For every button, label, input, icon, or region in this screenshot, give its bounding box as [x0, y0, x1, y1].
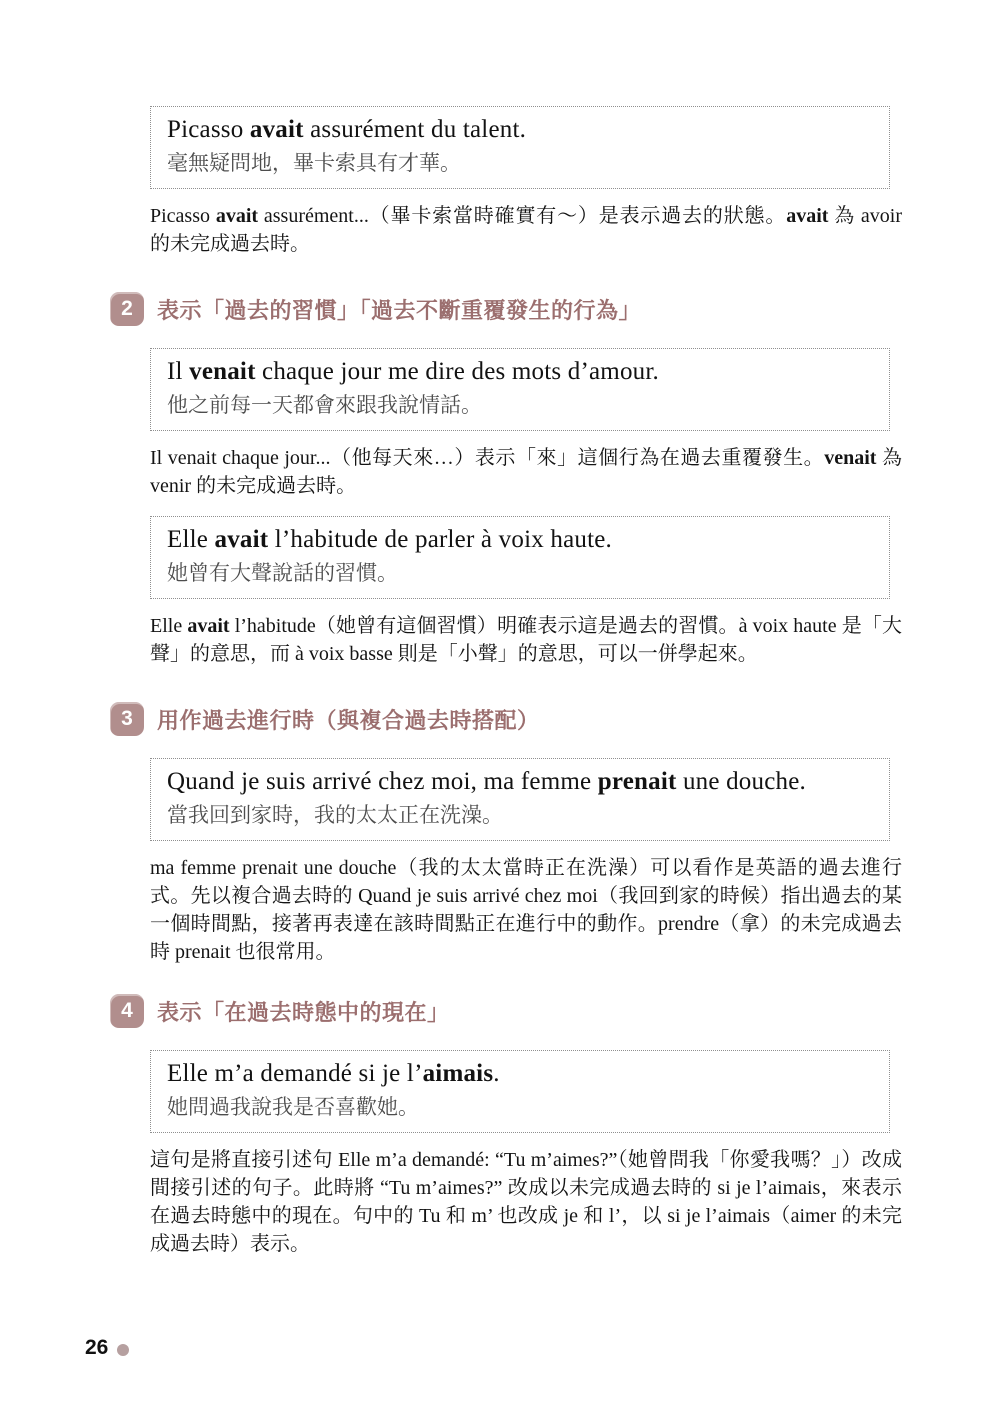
- french-sentence: Quand je suis arrivé chez moi, ma femme prenait une douche.: [167, 768, 806, 795]
- example-box: [150, 348, 890, 431]
- chinese-translation: 她曾有大聲說話的習慣。: [167, 561, 398, 585]
- section-heading: [110, 292, 902, 326]
- section-title: 表示「過去的習慣」「過去不斷重覆發生的行為」: [157, 297, 642, 323]
- french-sentence: Il venait chaque jour me dire des mots d’amour.: [167, 358, 659, 385]
- section-title: 表示「在過去時態中的現在」: [157, 999, 450, 1025]
- explanation-paragraph: Picasso avait assurément...（畢卡索當時確實有～）是表示過去的狀態。avait 為 avoir 的未完成過去時。: [150, 205, 902, 255]
- explanation-paragraph: ma femme prenait une douche（我的太太當時正在洗澡）可以看作是英語的過去進行式。先以複合過去時的 Quand je suis arrivé chez moi（我回到家的時候）指出過去的某一個時間點，接著再表達在該時間點正在進行中的動作。prendre（拿）的未完成過去時 prenait 也很常用。: [150, 857, 902, 963]
- chinese-translation: 他之前每一天都會來跟我說情話。: [167, 393, 482, 417]
- example-box: [150, 516, 890, 599]
- section-title: 用作過去進行時（與複合過去時搭配）: [157, 707, 540, 733]
- explanation-paragraph: 這句是將直接引述句 Elle m’a demandé: “Tu m’aimes?”（她曾問我「你愛我嗎？」）改成間接引述的句子。此時將 “Tu m’aimes?” 改成以未完成過去時的 si je l’aimais，來表示在過去時態中的現在。句中的 Tu 和 m’ 也改成 je 和 l’，以 si je l’aimais（aimer 的未完成過去時）表示。: [150, 1149, 902, 1255]
- page-number: 26: [85, 1336, 109, 1359]
- french-sentence: Picasso avait assurément du talent.: [167, 116, 527, 143]
- section-heading: [110, 702, 902, 736]
- section-number-badge: 3: [110, 702, 144, 736]
- example-box: [150, 758, 890, 841]
- section-3: [121, 702, 902, 966]
- section-4: [121, 994, 902, 1258]
- example-box: [150, 106, 890, 189]
- chinese-translation: 她問過我說我是否喜歡她。: [167, 1095, 419, 1119]
- french-sentence: Elle avait l’habitude de parler à voix haute.: [167, 526, 612, 553]
- section-heading: [110, 994, 902, 1028]
- explanation-paragraph: Il venait chaque jour...（他每天來…）表示「來」這個行為在過去重覆發生。venait 為 venir 的未完成過去時。: [150, 447, 903, 497]
- example-box: [150, 1050, 890, 1133]
- chinese-translation: 毫無疑問地，畢卡索具有才華。: [167, 151, 461, 175]
- section-number-badge: 4: [110, 994, 144, 1028]
- section-2: [121, 292, 903, 668]
- section-number-badge: 2: [110, 292, 144, 326]
- chinese-translation: 當我回到家時，我的太太正在洗澡。: [167, 803, 503, 827]
- french-sentence: Elle m’a demandé si je l’aimais.: [167, 1060, 500, 1087]
- page-number-dot-icon: [117, 1344, 129, 1356]
- section-1: [150, 106, 902, 258]
- page-footer: [85, 1336, 129, 1360]
- explanation-paragraph: Elle avait l’habitude（她曾有這個習慣）明確表示這是過去的習慣。à voix haute 是「大聲」的意思，而 à voix basse 則是「小聲」的意思，可以一併學起來。: [150, 615, 902, 665]
